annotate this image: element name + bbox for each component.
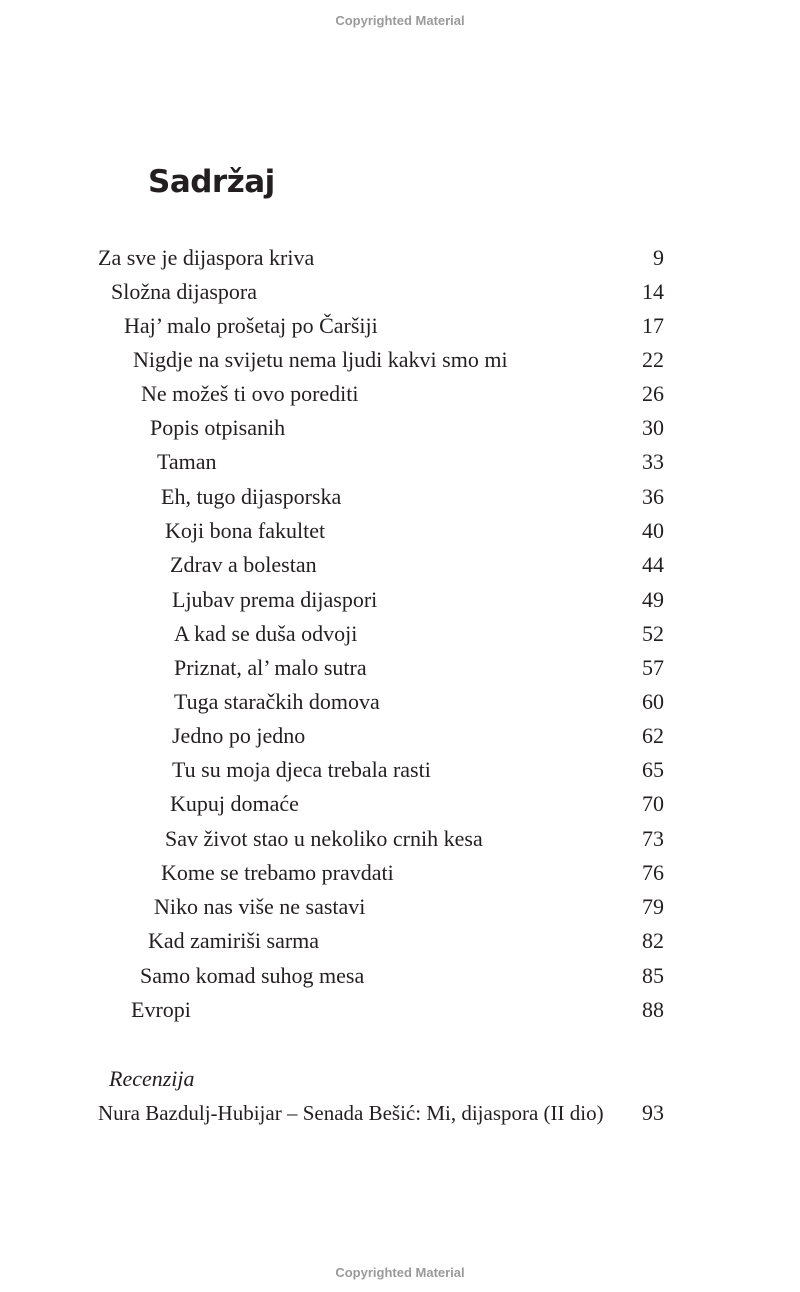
- toc-entry-page: 22: [642, 347, 664, 372]
- toc-entry-title: Ljubav prema dijaspori: [172, 587, 378, 612]
- toc-entry-page: 17: [642, 313, 664, 338]
- toc-entry-title: Tu su moja djeca trebala rasti: [172, 757, 431, 782]
- toc-entry-title: Složna dijaspora: [111, 279, 258, 304]
- toc-entry-title: Haj’ malo prošetaj po Čaršiji: [124, 313, 378, 338]
- toc-entry-title: Koji bona fakultet: [165, 518, 326, 543]
- toc-entry: [172, 721, 800, 751]
- toc-entry: [161, 858, 800, 888]
- toc-entry-page: 40: [642, 518, 664, 543]
- toc-entry-page: 52: [642, 621, 664, 646]
- toc-entry-title: Sav život stao u nekoliko crnih kesa: [165, 826, 483, 851]
- review-entry-title: Nura Bazdulj-Hubijar – Senada Bešić: Mi, dijaspora (II dio): [98, 1101, 604, 1125]
- toc-entry-title: Za sve je dijaspora kriva: [98, 245, 315, 270]
- toc-entry-page: 33: [642, 449, 664, 474]
- toc-entry-page: 79: [642, 894, 664, 919]
- toc-entry: [170, 789, 800, 819]
- toc-entry-page: 65: [642, 757, 664, 782]
- toc-entry: [161, 482, 800, 512]
- toc-entry: [165, 516, 800, 546]
- toc-entry-title: Zdrav a bolestan: [170, 552, 317, 577]
- toc-entry-page: 49: [642, 587, 664, 612]
- toc-entry-page: 60: [642, 689, 664, 714]
- toc-entry-title: Eh, tugo dijasporska: [161, 484, 342, 509]
- toc-entry: [111, 277, 800, 307]
- toc-entry: [124, 311, 800, 341]
- review-entry-page: 93: [642, 1100, 664, 1125]
- toc-entry-page: 44: [642, 552, 664, 577]
- toc-entry-title: Kad zamiriši sarma: [148, 928, 320, 953]
- copyright-watermark-bottom: Copyrighted Material: [335, 1265, 465, 1280]
- toc-entry-page: 30: [642, 415, 664, 440]
- toc-entry: [157, 447, 800, 477]
- toc-entry: [170, 550, 800, 580]
- toc-entry-page: 9: [653, 245, 664, 270]
- toc-entry: [148, 926, 800, 956]
- toc-entry: [165, 824, 800, 854]
- toc-entry-title: Jedno po jedno: [172, 723, 306, 748]
- toc-entry-page: 36: [642, 484, 664, 509]
- toc-entry-page: 14: [642, 279, 664, 304]
- toc-entry-title: Kupuj domaće: [170, 791, 299, 816]
- toc-entry: [154, 892, 800, 922]
- toc-entry: [140, 961, 800, 991]
- contents-heading: Sadržaj: [148, 164, 275, 200]
- toc-entry: [131, 995, 800, 1025]
- toc-entry: [133, 345, 800, 375]
- toc-entry-page: 26: [642, 381, 664, 406]
- toc-entry-page: 88: [642, 997, 664, 1022]
- toc-entry-title: Nigdje na svijetu nema ljudi kakvi smo mi: [133, 347, 508, 372]
- toc-entry-title: Ne možeš ti ovo porediti: [141, 381, 359, 406]
- toc-entry-title: Niko nas više ne sastavi: [154, 894, 366, 919]
- toc-entry-title: Popis otpisanih: [150, 415, 286, 440]
- toc-entry-page: 57: [642, 655, 664, 680]
- toc-entry-page: 82: [642, 928, 664, 953]
- toc-entry-page: 76: [642, 860, 664, 885]
- toc-entry-title: Kome se trebamo pravdati: [161, 860, 394, 885]
- toc-entry-title: A kad se duša odvoji: [174, 621, 358, 646]
- review-entry: [98, 1098, 800, 1128]
- review-section-label: Recenzija: [109, 1066, 195, 1091]
- toc-entry-title: Samo komad suhog mesa: [140, 963, 365, 988]
- toc-entry: [172, 755, 800, 785]
- toc-entry: [98, 243, 800, 273]
- toc-entry-title: Taman: [157, 449, 217, 474]
- toc-entry: [174, 687, 800, 717]
- copyright-watermark-top: Copyrighted Material: [335, 13, 465, 28]
- toc-entry-title: Evropi: [131, 997, 191, 1022]
- toc-entry: [150, 413, 800, 443]
- toc-entry-page: 70: [642, 791, 664, 816]
- toc-entry-title: Tuga staračkih domova: [174, 689, 380, 714]
- toc-entry-page: 62: [642, 723, 664, 748]
- toc-entry: [174, 619, 800, 649]
- toc-entry: [174, 653, 800, 683]
- toc-entry-page: 85: [642, 963, 664, 988]
- toc-entry-title: Priznat, al’ malo sutra: [174, 655, 367, 680]
- toc-entry-page: 73: [642, 826, 664, 851]
- toc-entry: [141, 379, 800, 409]
- toc-entry: [172, 585, 800, 615]
